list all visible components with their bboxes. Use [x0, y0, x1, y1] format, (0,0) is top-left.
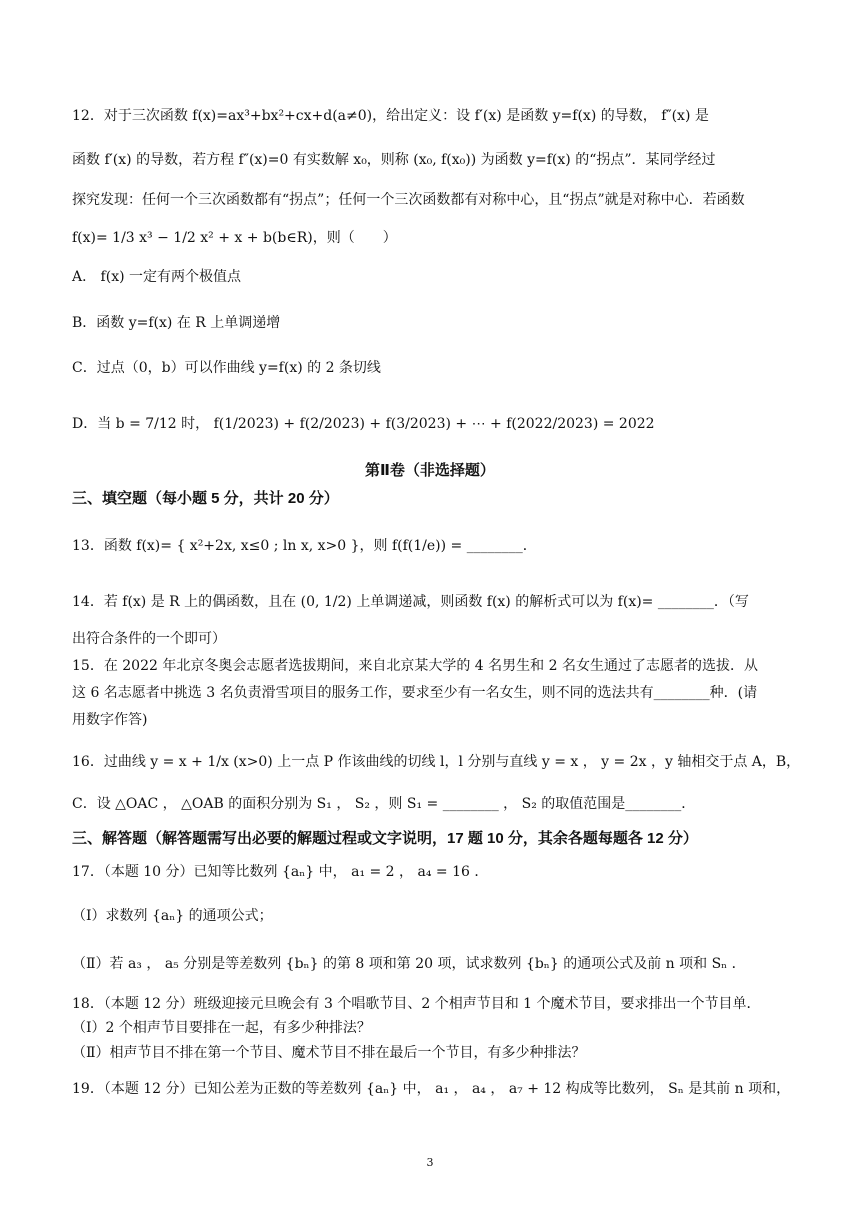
- q12-line1: 12．对于三次函数 f(x)=ax³+bx²+cx+d(a≠0)，给出定义：设 f′(x) 是函数 y=f(x) 的导数， f″(x) 是: [72, 108, 709, 124]
- q18-part1: （Ⅰ）2 个相声节目要排在一起，有多少种排法？: [72, 1020, 371, 1036]
- solution-section-title: 三、解答题（解答题需写出必要的解题过程或文字说明，17 题 10 分，其余各题每题各 12 分）: [72, 830, 698, 847]
- q17-part1: （Ⅰ）求数列 {aₙ} 的通项公式；: [72, 908, 273, 924]
- q13: 13．函数 f(x)= { x²+2x, x≤0 ; ln x, x>0 }，则 f(f(1/e)) = ________．: [72, 538, 537, 554]
- q12-option-a: A． f(x) 一定有两个极值点: [72, 269, 242, 285]
- q18-stem: 18．（本题 12 分）班级迎接元旦晚会有 3 个唱歌节目、2 个相声节目和 1 个魔术节目，要求排出一个节目单．: [72, 996, 761, 1012]
- q18-part2: （Ⅱ）相声节目不排在第一个节目、魔术节目不排在最后一个节目，有多少种排法？: [72, 1045, 586, 1061]
- q12-line3: 探究发现：任何一个三次函数都有“拐点”；任何一个三次函数都有对称中心，且“拐点”就是对称中心．若函数: [72, 192, 745, 208]
- part2-title: 第Ⅱ卷（非选择题）: [365, 462, 495, 479]
- q15-line1: 15．在 2022 年北京冬奥会志愿者选拔期间，来自北京某大学的 4 名男生和 2 名女生通过了志愿者的选拔．从: [72, 658, 758, 674]
- q17-stem: 17．（本题 10 分）已知等比数列 {aₙ} 中， a₁ = 2 ， a₄ = 16 ．: [72, 864, 489, 880]
- q16-line1: 16．过曲线 y = x + 1/x (x>0) 上一点 P 作该曲线的切线 l，l 分别与直线 y = x ， y = 2x ，y 轴相交于点 A，B，: [72, 754, 801, 770]
- q16-line2: C．设 △OAC ， △OAB 的面积分别为 S₁ ， S₂ ，则 S₁ = ________ ， S₂ 的取值范围是________．: [72, 796, 696, 812]
- q14-line1: 14．若 f(x) 是 R 上的偶函数，且在 (0, 1/2) 上单调递减，则函数 f(x) 的解析式可以为 f(x)= ________．（写: [72, 594, 749, 610]
- q12-option-d: D．当 b = 7/12 时， f(1/2023) + f(2/2023) + f(3/2023) + ⋯ + f(2022/2023) = 2022: [72, 416, 655, 432]
- q12-line2: 函数 f′(x) 的导数，若方程 f″(x)=0 有实数解 x₀，则称 (x₀, f(x₀)) 为函数 y=f(x) 的“拐点”．某同学经过: [72, 152, 716, 168]
- page-number: 3: [426, 1156, 434, 1169]
- q12-line4: f(x)= 1/3 x³ − 1/2 x² + x + b(b∈R)，则（ ）: [72, 230, 397, 246]
- fill-in-section-title: 三、填空题（每小题 5 分，共计 20 分）: [72, 490, 339, 507]
- q15-line3: 用数字作答): [72, 712, 148, 728]
- q19-stem: 19．（本题 12 分）已知公差为正数的等差数列 {aₙ} 中， a₁ ， a₄ ， a₇ + 12 构成等比数列， Sₙ 是其前 n 项和，: [72, 1081, 791, 1097]
- q12-option-c: C．过点（0，b）可以作曲线 y=f(x) 的 2 条切线: [72, 360, 381, 376]
- q15-line2: 这 6 名志愿者中挑选 3 名负责滑雪项目的服务工作，要求至少有一名女生，则不同的选法共有________种．(请: [72, 685, 758, 701]
- q14-line2: 出符合条件的一个即可）: [72, 631, 226, 647]
- q17-part2: （Ⅱ）若 a₃ ， a₅ 分别是等差数列 {bₙ} 的第 8 项和第 20 项，试求数列 {bₙ} 的通项公式及前 n 项和 Sₙ ．: [72, 956, 746, 972]
- q12-option-b: B．函数 y=f(x) 在 R 上单调递增: [72, 315, 281, 331]
